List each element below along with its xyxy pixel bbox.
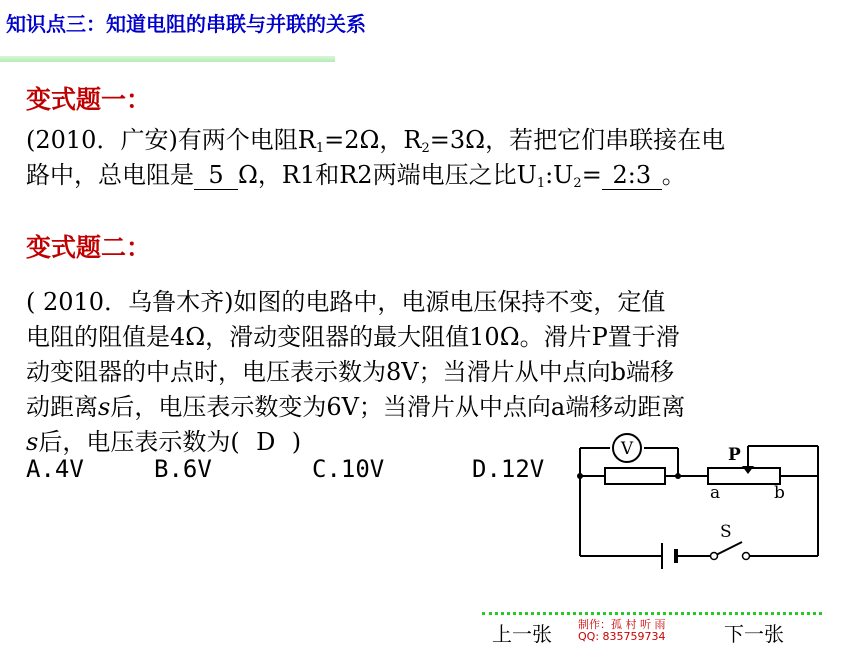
- switch-label: S: [720, 522, 732, 542]
- credit-qq: QQ: 835759734: [578, 630, 666, 643]
- q2-text-c: 后，电压表示数为(: [38, 428, 240, 456]
- q2-text-b: 后，电压表示数变为6V；当滑片从中点向a端移动距离: [110, 393, 686, 421]
- circuit-diagram: [570, 428, 830, 583]
- q1-text-a: (2010．广安)有两个电阻R: [26, 126, 316, 154]
- footer-divider: [482, 612, 822, 615]
- q2-var-s-2: s: [26, 428, 39, 456]
- q2-line-5: [26, 422, 301, 457]
- option-a: A.4V: [26, 455, 84, 483]
- prev-slide-button[interactable]: 上一张: [492, 622, 552, 646]
- q2-text-d: ): [291, 428, 302, 456]
- q2-line-2: 电阻的阻值是4Ω，滑动变阻器的最大阻值10Ω。滑片P置于滑: [26, 323, 680, 351]
- option-d: D.12V: [472, 455, 545, 483]
- q1-text-h: 。: [661, 161, 686, 189]
- q1-text-f: :U: [545, 161, 574, 189]
- section-title: 知识点三：知道电阻的串联与并联的关系: [6, 12, 366, 36]
- junction-dot-left: [577, 473, 583, 479]
- slider-arrow-icon: [742, 466, 754, 474]
- next-slide-button[interactable]: 下一张: [724, 622, 784, 646]
- q1-answer-resistance: 5: [194, 161, 238, 190]
- q1-text-g: =: [581, 161, 602, 189]
- q1-line-1: [26, 120, 725, 156]
- q1-line-2: [26, 155, 686, 191]
- option-b: B.6V: [154, 455, 212, 483]
- q2-line-3: 动变阻器的中点时，电压表示数为8V；当滑片从中点向b端移: [26, 358, 674, 386]
- option-c: C.10V: [312, 455, 385, 483]
- q2-text-a: 动距离: [26, 393, 98, 421]
- switch-contact: [743, 553, 750, 560]
- junction-dot-right: [675, 473, 681, 479]
- q1-text-d: 路中，总电阻是: [26, 161, 194, 189]
- q1-sub-2: 2: [421, 141, 430, 156]
- fixed-resistor: [605, 468, 665, 484]
- slider-label: P: [728, 445, 741, 465]
- q1-sub-4: 2: [573, 176, 582, 191]
- q2-var-s: s: [98, 393, 111, 421]
- credit-author: 制作：孤 村 听 雨: [578, 618, 666, 631]
- q1-sub-1: 1: [315, 141, 325, 156]
- q1-title: 变式题一：: [26, 85, 152, 114]
- q2-line-1: ( 2010．乌鲁木齐)如图的电路中，电源电压保持不变，定值: [26, 288, 666, 316]
- switch-pivot: [711, 553, 718, 560]
- q2-title: 变式题二：: [26, 233, 152, 262]
- voltmeter-label: V: [620, 439, 634, 459]
- q2-line-4: [26, 387, 685, 422]
- q1-answer-ratio: 2:3: [602, 161, 662, 190]
- q2-answer: D: [256, 428, 276, 456]
- switch-blade: [714, 542, 742, 556]
- end-a-label: a: [710, 483, 721, 503]
- q1-sub-3: 1: [536, 176, 546, 191]
- title-underline: [0, 56, 335, 62]
- end-b-label: b: [774, 483, 785, 503]
- q1-text-e: Ω，R1和R2两端电压之比U: [238, 161, 537, 189]
- rheostat: [708, 468, 780, 484]
- q1-text-c: =3Ω，若把它们串联接在电: [429, 126, 726, 154]
- q1-text-b: =2Ω，R: [324, 126, 422, 154]
